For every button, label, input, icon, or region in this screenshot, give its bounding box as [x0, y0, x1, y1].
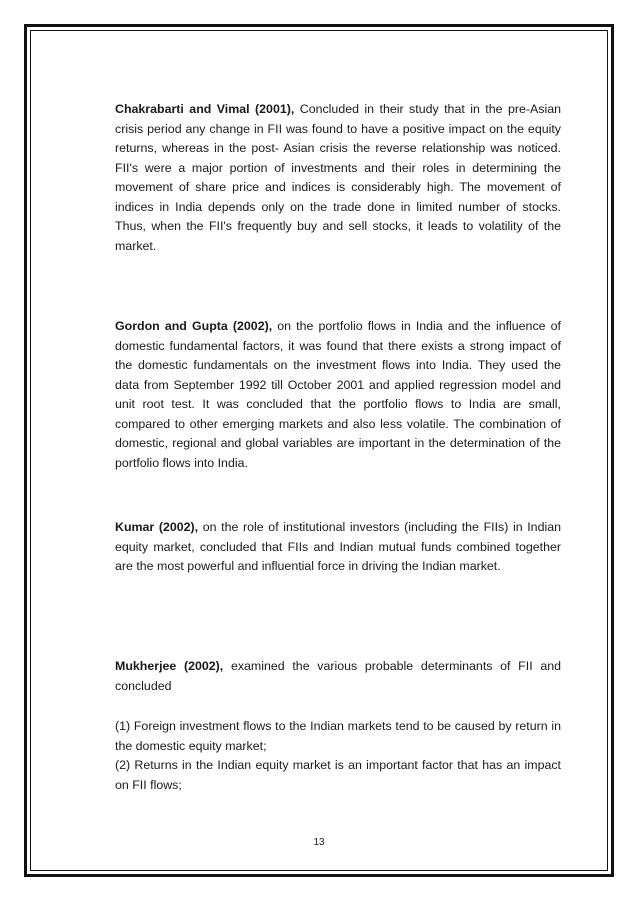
paragraph-chakrabarti-vimal — [115, 100, 561, 256]
author-citation: Chakrabarti and Vimal (2001), — [115, 102, 295, 116]
author-citation: Kumar (2002), — [115, 520, 199, 534]
author-citation: Gordon and Gupta (2002), — [115, 319, 273, 333]
paragraph-text: on the role of institutional investors (including the FIIs) in Indian equity market, concluded that FIIs and Indian mutual funds combined together are the most powerful and influential force in driving the Indian market. — [115, 520, 561, 573]
list-item-1: (1) Foreign investment flows to the Indian markets tend to be caused by return in the domestic equity market; — [115, 719, 561, 753]
paragraph-text: on the portfolio flows in India and the influence of domestic fundamental factors, it was found that there exists a strong impact of the domestic fundamentals on the investment flows into India. They used the data from September 1992 till October 2001 and applied regression model and unit root test. It was concluded that the portfolio flows to India are small, compared to other emerging markets and also less volatile. The combination of domestic, regional and global variables are important in the determination of the portfolio flows into India. — [115, 319, 561, 470]
list-item-2: (2) Returns in the Indian equity market is an important factor that has an impact on FII flows; — [115, 758, 561, 792]
paragraph-kumar — [115, 518, 561, 577]
page-number: 13 — [313, 837, 325, 848]
paragraph-text: examined the various probable determinants of FII and concluded — [115, 659, 561, 693]
paragraph-gordon-gupta — [115, 317, 561, 473]
author-citation: Mukherjee (2002), — [115, 659, 224, 673]
paragraph-text: Concluded in their study that in the pre-Asian crisis period any change in FII was found to have a positive impact on the equity returns, whereas in the post- Asian crisis the reverse relationship was noticed. FII's were a major portion of investments and their roles in determining the movement of share price and indices is considerably high. The movement of indices in India depends only on the trade done in limited number of stocks. Thus, when the FII's frequently buy and sell stocks, it leads to volatility of the market. — [115, 102, 562, 253]
paragraph-mukherjee — [115, 657, 561, 696]
